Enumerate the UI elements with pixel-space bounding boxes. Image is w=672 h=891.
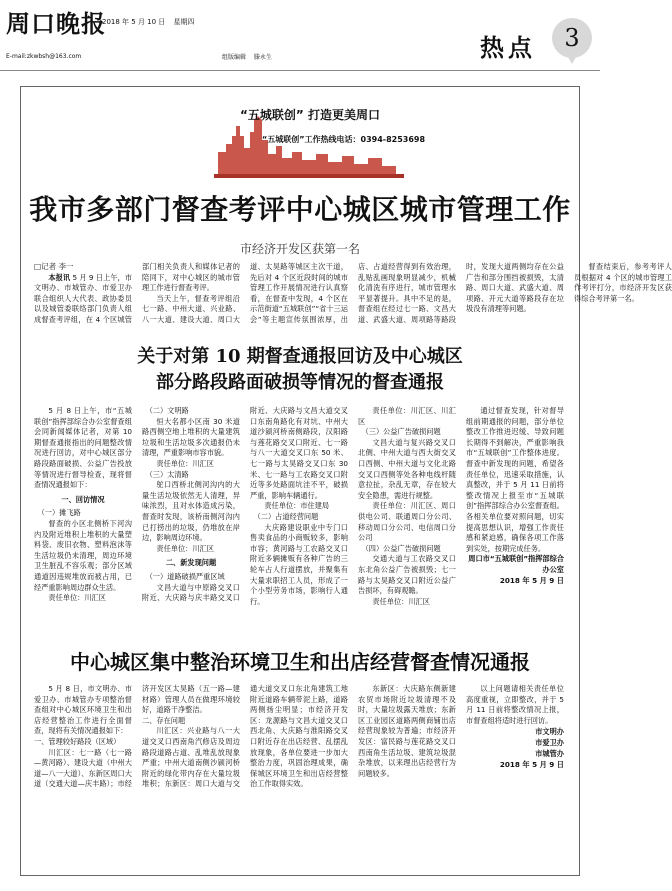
- skyline-silhouette: [218, 116, 396, 178]
- article2-intro: 5 月 8 日上午，市“五城联创”指挥部综合办公室督查组会同新闻媒体记者，对第 10 期督查通报指出的问题整改情况进行回访，对中心城区部分路段路面破损、公益广告投放等情况进行督导检查，现将督查情况通报如下：: [34, 406, 132, 490]
- layout-editor: [222, 52, 278, 61]
- skyline-base: [214, 174, 404, 178]
- article2-paragraph: 责任单位：川汇区: [372, 596, 430, 606]
- article3-signature-line: 市城管办: [535, 749, 564, 759]
- date-text: 2018 年 5 月 10 日: [102, 18, 166, 26]
- article2-headline-line1: 关于对第 10 期督查通报回访及中心城区: [137, 346, 463, 367]
- article1-subheadline: 市经济开发区获第一名: [239, 242, 360, 256]
- article2-paragraph: 责任单位：川汇区、川汇区: [358, 406, 456, 426]
- article2-paragraph: （三）太清路: [145, 469, 189, 479]
- editor-name: 滕永生: [253, 54, 272, 61]
- article2-paragraph: 督查的小区北侧桥下河沟内及附近堆积上堆积的大量塑料袋、废旧衣物、塑料泡沫等生活垃圾仍未清理，周边环境卫生脏乱不容乐观；部分区域通道因违规堆放而被占用，已经严重影响周边群众生活。: [34, 518, 132, 592]
- article1-lead: 本报讯: [48, 272, 71, 282]
- masthead: [0, 0, 600, 72]
- article2-date: 2018 年 5 月 9 日: [499, 575, 564, 585]
- masthead-rule: [0, 70, 600, 71]
- article2-section2-title: 二、新发现问题: [165, 558, 217, 568]
- article2-paragraph: 文昌大道与中原路交叉口附近、大庆路与庆丰路交叉口附近、大庆路与文昌大道交叉口东南角路化有对坑、中州大道沙颍河桥南侧路段，汉阳路与莲花路交叉口附近、七一路与八一大道交叉口东 50 米、七一路与太昊路交叉口东 30 米、七一路与工农路交叉口附近等多处路面坑洼不平，破损严重，影响车辆通行。: [142, 406, 348, 603]
- article3-paragraph: 以上问题请相关责任单位高度重视，立即整改，并于 5 月 11 日前将整改情况上报，市督查组将适时进行回访。: [466, 684, 564, 725]
- article3-section1-title: 一、管理较好路段（区域）: [34, 736, 121, 746]
- article1-paragraph: 督查结束后，参考考评人员根据对 4 个区的城市管理工作考评打分，市经济开发区获得综合考评第一名。: [574, 262, 672, 303]
- weekday-text: 星期四: [173, 18, 195, 26]
- article2-paragraph: 大庆路建设职业中专门口售卖食品的小商贩较多，影响市容；黄河路与工农路交叉口附近多辆摊贩有各种广告的三轮车占人行道摆放，并聚集有大量求职招工人员，形成了一个小型劳务市场，影响行人通行。: [250, 522, 348, 606]
- article3-body: [34, 684, 564, 862]
- campaign-banner: [206, 96, 426, 178]
- article1-paragraph: 本报讯 5 月 9 日上午，市文明办、市城管办、市爱卫办联合组织人大代表、政协委员以及城管委联络部门负责人组成督查考评组，在 4 个区城管部门相关负责人和媒体记者的陪同下，对中心城区的城市管理工作进行督查考评。: [34, 262, 240, 324]
- banner-hotline: “五城联创”工作热线电话：0394-8253698: [262, 135, 426, 144]
- article2-paragraph: （一）道路破损严重区域: [145, 571, 225, 581]
- article1-body: [34, 262, 672, 334]
- article3-signature-line: 市爱卫办: [535, 738, 564, 748]
- article2-paragraph: （一）摊飞路: [37, 508, 81, 518]
- article2-paragraph: 通过督查发现，针对督导组前期通报的问题，部分单位整改工作推进迟缓、导致问题长期得不到解决，严重影响我市“五城联创”工作整体进度。督查中新发现的问题，希望各责任单位，迅速采取措施，认真整改，并于 5 月 11 日前将整改情况上报至市“五城联创”指挥部综合办公室督查组。各相关单位要对照问题，切实提高思想认识，增强工作责任感和紧迫感，确保各项工作落到实处，按期完成任务。: [466, 406, 564, 553]
- article3-headline: 中心城区集中整治环境卫生和出店经营督查情况通报: [70, 650, 530, 674]
- article2-paragraph: 责任单位：川汇区: [156, 458, 214, 468]
- article2-paragraph: 责任单位：川汇区: [156, 543, 214, 553]
- article2-paragraph: （四）公益广告破损问题: [361, 543, 441, 553]
- article1-headline: 我市多部门督查考评中心城区城市管理工作: [29, 193, 571, 226]
- editor-label: 组版编辑: [222, 54, 247, 61]
- article2-paragraph: 恒大名都小区南 30 米道路西侧空地上堆积的大量建筑垃圾和生活垃圾多次通报仍未清理，严重影响市容市貌。: [142, 416, 240, 458]
- page-number-badge: 3: [552, 18, 592, 58]
- article2-paragraph: 文昌大道与复兴路交叉口北侧、中州大道与西大街交叉口西侧、中州大道与文化北路交叉口西侧等处各种电线杆随意拉扯，杂乱无章，存在较大安全隐患，需进行规整。: [358, 437, 456, 500]
- article2-paragraph: （三）公益广告破损问题: [361, 427, 441, 437]
- article2-paragraph: （二）占道经营问题: [253, 511, 319, 521]
- article1-paragraph: 当天上午，督查考评组沿七一路、中州大道、兴业路、八一大道、建设大道、周口大道、太昊路等城区主次干道，先后对 4 个区近段时间的城市管理工作开展情况进行认真察看，在督查中发现，4 个区在示范街道“五城联创”“省十三运会”等主题宣传氛围浓厚，出店、占道经营得到有效治理，乱贴乱画现象明显减少，机械化清洗有序进行，城市管理水平显著提升。具中不足的是，督查组在经过七一路、文昌大道、武盛大道、周项路等路段时，发现大道两侧均存在公益广告和部分围挡被损毁，太清路、周口大道、武盛大道、周项路、开元大道等路段存在垃圾没有清理等问题。: [142, 262, 564, 324]
- article3-paragraph: 川汇区：兴业路与八一大道交叉口西南角汽修店及周边路段道路占道、乱堆乱放现象严重；中州大道南侧沙颍河桥附近的绿化带内存在大量垃圾堆积；东新区：周口大道与交通大道交叉口东北角建筑工地附近道路车辆带泥上路，道路两侧扬尘明显；市经济开发区：龙源路与文昌大道交叉口西北角、大庆路与淮阳路交叉口附近存在出店经营、乱摆乱放现象，各单位要进一步加大整治力度，巩固治理成果，确保城区环境卫生和出店经营整治工作取得实效。: [142, 684, 348, 789]
- article2-section1-title: 一、回访情况: [61, 494, 105, 504]
- article3-section2-title: 二、存在问题: [142, 715, 186, 725]
- article3-paragraph: 川汇区：七一路（七一路—黄河路）、建设大道（中州大道—八一大道）、东新区周口大道（交通大道—庆丰路）；市经济开发区太昊路（五一路—建材路）管理人员在做理环境较好，道路干净整洁。: [34, 684, 240, 789]
- article2-paragraph: 责任单位：川汇区、周口供电公司、联通周口分公司、移动周口分公司、电信周口分公司: [358, 501, 456, 543]
- masthead-email: E-mail:zkwbsh@163.com: [6, 53, 82, 60]
- article2-headline: [24, 344, 576, 396]
- article3-paragraph: 东新区：大庆路东侧新建农贸市场附近垃圾清理不及时，大量垃圾露天堆放；东新区工业园区道路两侧商铺出店经营现象较为普遍；市经济开发区：富民路与莲花路交叉口西南角生活垃圾、建筑垃圾混杂堆放，以来理出店经营行为问题较多。: [358, 684, 456, 778]
- article3-intro: 5 月 8 日，市文明办、市爱卫办、市城管办专项整治督查组对中心城区环境卫生和出店经营整治工作进行全面督查，现将有关情况通报如下：: [34, 684, 132, 736]
- article3-date: 2018 年 5 月 9 日: [499, 760, 564, 770]
- article3-signature-line: 市文明办: [535, 727, 564, 737]
- article2-paragraph: 交通大道与工农路交叉口东北角公益广告被损毁；七一路与太昊路交叉口附近公益广告损坏，有碍观瞻。: [358, 554, 456, 596]
- article2-paragraph: 责任单位：市住建局: [264, 501, 330, 511]
- newspaper-logo: 周口晚报: [6, 9, 106, 38]
- article2-body: [34, 406, 564, 618]
- article2-headline-line2: 部分路段路面破损等情况的督查通报: [156, 372, 444, 393]
- section-title: 热点: [480, 33, 536, 62]
- banner-slogan: “五城联创” 打造更美周口: [240, 108, 380, 122]
- article2-paragraph: 鸵口西桥北侧河沟内的大量生活垃圾依然无人清理，异味浓烈，且对水体造成污染，督查时发现，该桥南侧河沟内已打捞出的垃圾，仍堆放在岸边，影响周边环境。: [142, 480, 240, 543]
- article2-paragraph: 责任单位：川汇区: [48, 593, 106, 603]
- issue-date: [102, 17, 201, 27]
- article2-paragraph: （二）文明路: [145, 406, 189, 415]
- article2-signature: 周口市“五城联创”指挥部综合办公室: [468, 554, 564, 574]
- article1-byline: □记者 李一: [34, 262, 74, 271]
